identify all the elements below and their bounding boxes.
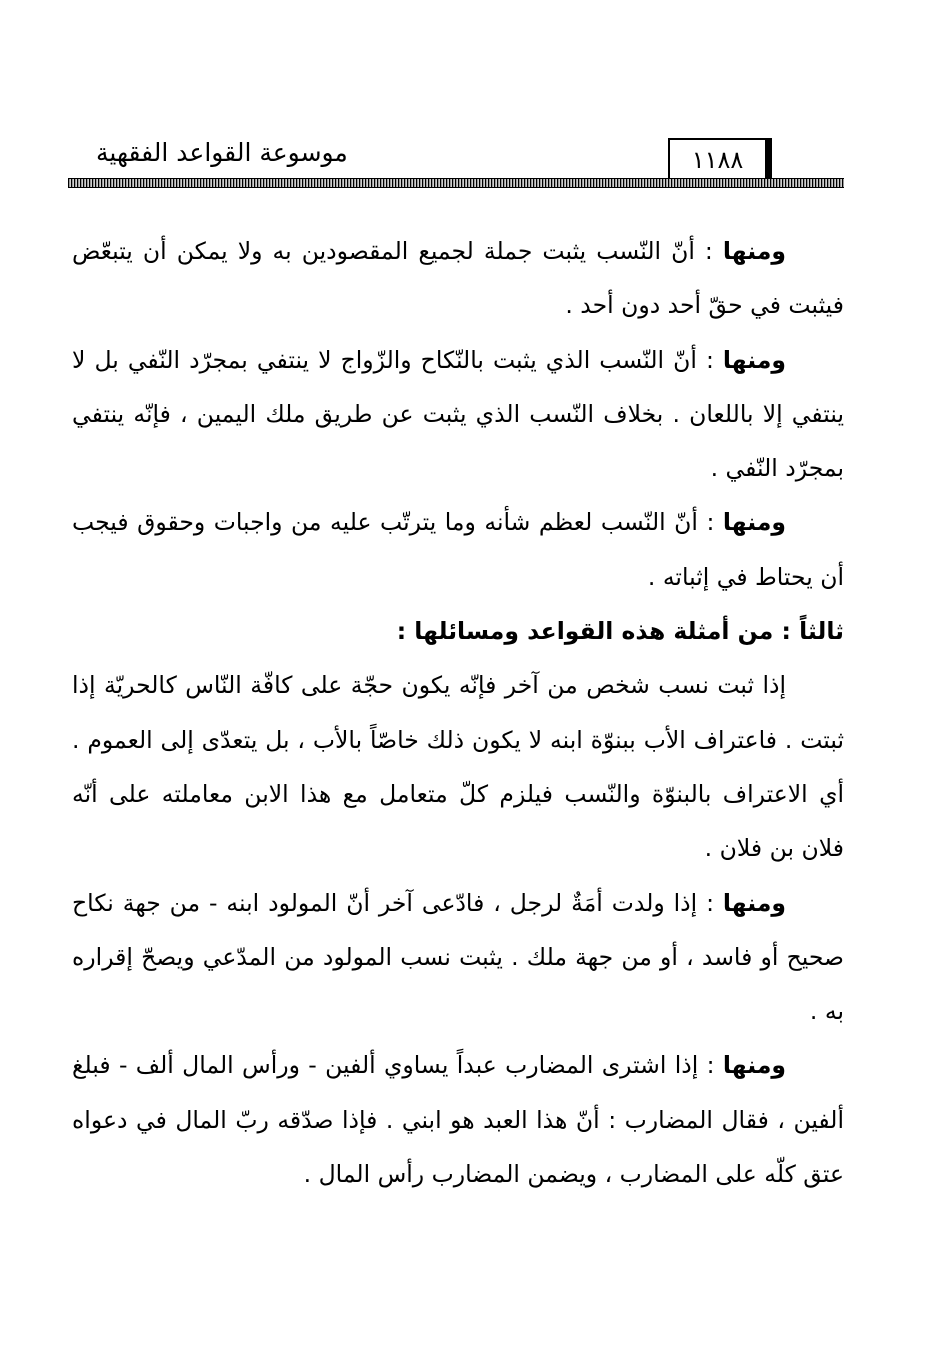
paragraph [72, 224, 844, 333]
paragraph-lead: ومنها [722, 237, 786, 265]
header-rule [68, 178, 844, 188]
page-header [68, 130, 844, 190]
paragraph-lead: ومنها [722, 345, 786, 374]
paragraph-text: : إذا اشترى المضارب عبداً يساوي ألفين - ورأس المال ألف - فبلغ ألفين ، فقال المضارب : أنّ هذا العبد هو ابني . فإذا صدّقه ربّ المال في دعواه عتق كلّه على المضارب ، ويضمن المضارب رأس المال . [72, 1051, 844, 1189]
paragraph [72, 658, 844, 875]
paragraph [72, 495, 844, 604]
paragraph-lead: ومنها [722, 888, 786, 917]
section-heading [72, 604, 844, 658]
paragraph-lead: ومنها [722, 508, 786, 537]
paragraph-text: : إذا ولدت أمَةٌ لرجل ، فادّعى آخر أنّ المولود ابنه - من جهة نكاح صحيح أو فاسد ، أو من جهة ملك . يثبت نسب المولود من المدّعي ويصحّ إقراره به . [72, 888, 844, 1026]
paragraph [72, 1038, 844, 1201]
paragraph [72, 876, 844, 1039]
paragraph-text: : أنّ النّسب لعظم شأنه وما يترتّب عليه من واجبات وحقوق فيجب أن يحتاط في إثباته . [72, 508, 844, 591]
paragraph-text: إذا ثبت نسب شخص من آخر فإنّه يكون حجّة على كافّة النّاس كالحريّة إذا ثبتت . فاعتراف الأب ببنوّة ابنه لا يكون ذلك خاصّاً بالأب ، بل يتعدّى إلى العموم . أي الاعتراف بالبنوّة والنّسب فيلزم كلّ متعامل مع هذا الابن معاملته على أنّه فلان بن فلان . [72, 671, 844, 863]
paragraph-text: : أنّ النّسب يثبت جملة لجميع المقصودين به ولا يمكن أن يتبعّض فيثبت في حقّ أحد دون أحد . [72, 237, 844, 320]
paragraph-lead: ومنها [722, 1051, 786, 1080]
page-body [72, 224, 844, 1201]
running-title: موسوعة القواعد الفقهية [96, 138, 348, 167]
section-heading-text: ثالثاً : من أمثلة هذه القواعد ومسائلها : [396, 617, 844, 646]
page-number: ١١٨٨ [668, 138, 772, 180]
paragraph [72, 333, 844, 496]
paragraph-text: : أنّ النّسب الذي يثبت بالنّكاح والزّواج لا ينتفي بمجرّد النّفي بل لا ينتفي إلا باللعان . بخلاف النّسب الذي يثبت عن طريق ملك اليمين ، فإنّه ينتفي بمجرّد النّفي . [72, 345, 844, 483]
